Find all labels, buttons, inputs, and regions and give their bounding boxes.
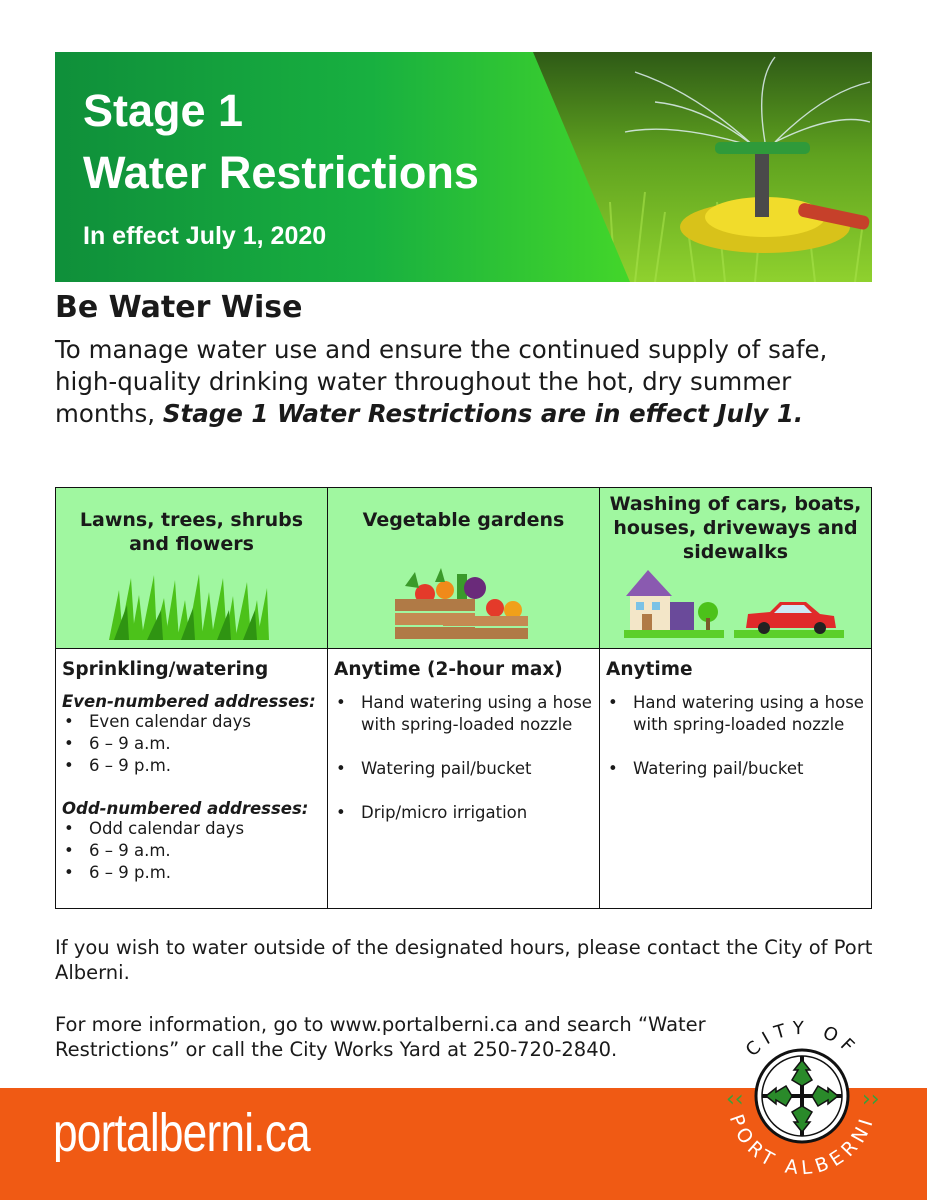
body-cell-lawns	[56, 649, 328, 908]
list-item: • 6 – 9 p.m.	[62, 755, 321, 777]
list-item: • Hand watering using a hose with spring-loaded nozzle	[606, 692, 865, 736]
column-title-lawns: Lawns, trees, shrubs and flowers	[79, 509, 304, 555]
list-item: • Drip/micro irrigation	[334, 802, 593, 824]
section-heading: Be Water Wise	[55, 290, 303, 325]
header-cell-lawns	[56, 488, 328, 649]
even-addresses-list	[62, 711, 321, 777]
header-cell-washing	[600, 488, 871, 649]
svg-text:‹‹: ‹‹	[726, 1087, 744, 1112]
restrictions-table	[55, 487, 872, 909]
grass-icon	[109, 570, 269, 640]
website-link[interactable]: portalberni.ca	[53, 1103, 310, 1163]
banner-text	[83, 80, 479, 251]
logo-top-text: CITY OF	[741, 1017, 863, 1061]
list-item: • Watering pail/bucket	[334, 758, 593, 780]
intro-text: To manage water use and ensure the continued supply of safe, high-quality drinking water throughout the hot, dry summer months,	[55, 335, 828, 428]
even-addresses-label: Even-numbered addresses:	[62, 692, 316, 711]
header-banner	[55, 52, 872, 282]
intro-emphasis: Stage 1 Water Restrictions are in effect July 1.	[162, 399, 804, 428]
column-title-vegetables: Vegetable gardens	[362, 509, 565, 531]
list-item: • 6 – 9 a.m.	[62, 840, 321, 862]
body-heading-vegetables: Anytime (2-hour max)	[334, 659, 563, 680]
body-heading-washing: Anytime	[606, 659, 693, 680]
body-heading-lawns: Sprinkling/watering	[62, 659, 269, 680]
banner-title-line1: Stage 1	[83, 85, 244, 136]
list-item: • 6 – 9 a.m.	[62, 733, 321, 755]
list-item: • Odd calendar days	[62, 818, 321, 840]
city-of-port-alberni-logo	[712, 1008, 892, 1188]
vegetables-list	[334, 692, 593, 824]
body-cell-vegetables	[328, 649, 600, 908]
odd-addresses-list	[62, 818, 321, 884]
logo-bottom-text: PORT ALBERNI	[724, 1111, 879, 1180]
odd-addresses-label: Odd-numbered addresses:	[62, 799, 309, 818]
banner-subtitle: In effect July 1, 2020	[83, 222, 327, 250]
vegetable-crate-icon	[395, 564, 535, 644]
banner-title-line2: Water Restrictions	[83, 147, 479, 198]
body-cell-washing	[600, 649, 871, 908]
list-item: • Watering pail/bucket	[606, 758, 865, 780]
more-info-note: For more information, go to www.portalberni.ca and search “Water Restrictions” or call the City Works Yard at 250-720-2840.	[55, 1013, 706, 1061]
list-item: • 6 – 9 p.m.	[62, 862, 321, 884]
list-item: • Hand watering using a hose with spring-loaded nozzle	[334, 692, 593, 736]
washing-list	[606, 692, 865, 780]
house-and-car-icon	[624, 568, 844, 640]
outside-hours-note: If you wish to water outside of the designated hours, please contact the City of Port Alberni.	[55, 936, 873, 984]
intro-paragraph	[55, 334, 845, 430]
column-title-washing: Washing of cars, boats, houses, driveways and sidewalks	[609, 493, 862, 563]
header-cell-vegetables	[328, 488, 600, 649]
svg-text:››: ››	[862, 1087, 880, 1112]
list-item: • Even calendar days	[62, 711, 321, 733]
